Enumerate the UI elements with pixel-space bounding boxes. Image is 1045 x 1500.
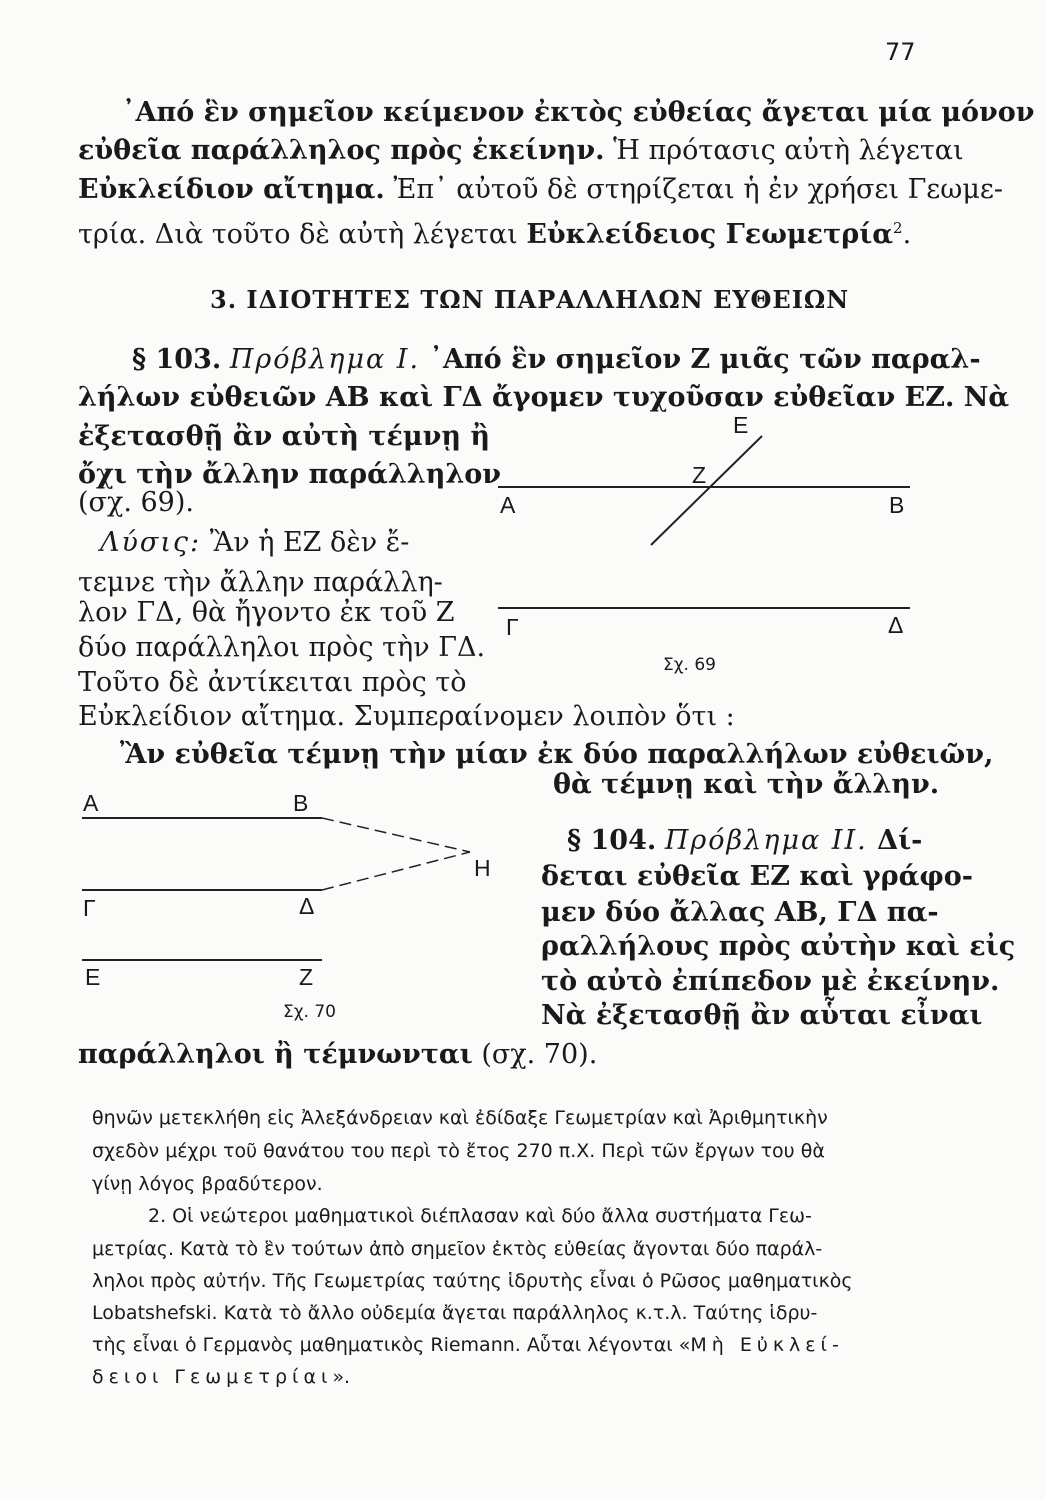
footnote-2-line-6-end: ». [332,1366,351,1388]
fig70-label-e: Ε [85,964,101,990]
solution-label: Λύσις: [100,527,202,558]
footnote-ref-2: 2 [893,219,903,237]
conclusion-line-2: θὰ τέμνῃ καὶ τὴν ἄλλην. [553,769,940,800]
footnote-1-line-1: θηνῶν μετεκλήθη εἰς Ἀλεξάνδρειαν καὶ ἐδίδαξε Γεωμετρίαν καὶ Ἀριθμητικὴν [92,1107,828,1129]
fig69-label-g: Γ [506,614,519,640]
footnote-2-line-6 [92,1366,350,1388]
section-heading: 3. ΙΔΙΟΤΗΤΕΣ ΤΩΝ ΠΑΡΑΛΛΗΛΩΝ ΕΥΘΕΙΩΝ [210,285,850,314]
footnote-2-line-2: μετρίας. Κατὰ τὸ ἓν τούτων ἀπὸ σημεῖον ἐκτὸς εὐθείας ἄγονται δύο παράλ- [92,1238,823,1260]
conclusion-line-1: Ἂν εὐθεῖα τέμνῃ τὴν μίαν ἐκ δύο παραλλήλων εὐθειῶν, [120,739,994,770]
p104-line-4: ραλλήλους πρὸς αὐτὴν καὶ εἰς [541,931,1016,962]
intro-line-3-bold: Εὐκλείδιον αἴτημα. [78,174,385,205]
fig70-label-z: Ζ [299,964,314,990]
footnote-2-line-1: 2. Οἱ νεώτεροι μαθηματικοὶ διέπλασαν καὶ δύο ἄλλα συστήματα Γεω- [148,1205,812,1227]
intro-line-2-bold: εὐθεῖα παράλληλος πρὸς ἐκείνην. [78,135,605,166]
page-number: 77 [885,38,916,66]
non-euclidean-term-start: Μὴ Εὐκλεί- [690,1334,844,1356]
solution-line-5: Τοῦτο δὲ ἀντίκειται πρὸς τὸ [78,667,467,698]
footnote-2-line-4: Lobatshefski. Κατὰ τὸ ἄλλο οὐδεμία ἄγεται παράλληλος κ.τ.λ. Ταύτης ἱδρυ- [92,1302,818,1324]
non-euclidean-term-end: δειοι Γεωμετρίαι [92,1366,333,1388]
p103-line-5: (σχ. 69). [78,487,194,518]
p103-problem-label: Πρόβλημα Ι. [229,344,421,375]
p103-line-2: λήλων εὐθειῶν ΑΒ καὶ ΓΔ ἄγομεν τυχοῦσαν εὐθεῖαν ΕΖ. Νὰ [78,382,1010,413]
fig70-label-b: Β [293,790,309,816]
solution-line-2: τεμνε τὴν ἄλλην παράλλη- [78,567,443,598]
footnote-2-line-3: ληλοι πρὸς αὐτήν. Τῆς Γεωμετρίας ταύτης ἱδρυτὴς εἶναι ὁ Ρῶσος μαθηματικὸς [92,1270,853,1292]
fig69-line-ez [651,436,762,545]
fig69-label-d: Δ [888,612,904,638]
euclidean-geometry-term: Εὐκλείδειος Γεωμετρία [526,219,894,250]
p103-line-1-text: ᾿Από ἓν σημεῖον Ζ μιᾶς τῶν παραλ- [420,344,981,375]
fig70-label-a: Α [83,790,99,816]
p103-number: § 103. [132,344,222,375]
fig70-label-d: Δ [299,893,315,919]
fig69-label-z: Ζ [692,462,707,488]
footnote-1-line-2: σχεδὸν μέχρι τοῦ θανάτου του περὶ τὸ ἔτος 270 π.Χ. Περὶ τῶν ἔργων του θὰ [92,1140,825,1162]
p104-line-7-bold: παράλληλοι ἢ τέμνωνται [78,1039,473,1070]
intro-line-2-rest: Ἡ πρότασις αὐτὴ λέγεται [604,135,964,166]
fig69-caption: Σχ. 69 [663,655,717,675]
intro-line-4-end: . [902,219,912,250]
fig70-dashed-gd-h [322,852,470,890]
p104-line-2: δεται εὐθεῖα ΕΖ καὶ γράφο- [541,861,974,892]
solution-line-6: Εὐκλείδιον αἴτημα. Συμπεραίνομεν λοιπὸν ὅτι : [78,701,735,732]
fig70-label-h: Η [474,855,491,881]
intro-line-1: ᾿Από ἓν σημεῖον κείμενον ἐκτὸς εὐθείας ἄγεται μία μόνον [122,97,1035,128]
solution-line-4: δύο παράλληλοι πρὸς τὴν ΓΔ. [78,632,486,663]
p104-line-1-text: Δί- [867,825,923,856]
fig69-label-b: Β [889,492,905,518]
p104-line-1 [567,826,922,856]
p104-line-7-ref: (σχ. 70). [472,1039,598,1070]
p103-line-4: ὄχι τὴν ἄλλην παράλληλον [78,459,502,490]
intro-line-3-rest: Ἐπ᾿ αὐτοῦ δὲ στηρίζεται ἡ ἐν χρήσει Γεωμε- [384,174,1003,205]
fig70-caption: Σχ. 70 [283,1002,337,1022]
p104-line-6: Νὰ ἐξετασθῇ ἂν αὗται εἶναι [541,1000,983,1031]
intro-line-4-start: τρία. Διὰ τοῦτο δὲ αὐτὴ λέγεται [78,219,527,250]
fig70-label-g: Γ [83,895,96,921]
p104-line-5: τὸ αὐτὸ ἐπίπεδον μὲ ἐκείνην. [541,966,1000,997]
p104-line-3: μεν δύο ἄλλας ΑΒ, ΓΔ πα- [541,897,939,928]
p104-problem-label: Πρόβλημα ΙΙ. [664,825,868,856]
p104-number: § 104. [567,825,657,856]
solution-line-1-text: Ἂν ἡ ΕΖ δὲν ἔ- [201,527,410,558]
p103-line-3: ἐξετασθῇ ἂν αὐτὴ τέμνῃ ἢ [78,421,491,452]
footnote-2-line-5 [92,1334,844,1356]
fig69-label-a: Α [500,492,516,518]
p104-line-7 [78,1040,597,1070]
solution-line-3: λον ΓΔ, θὰ ἤγοντο ἐκ τοῦ Ζ [78,597,455,628]
footnote-2-line-5-text: τὴς εἶναι ὁ Γερμανὸς μαθηματικὸς Riemann. Αὗται λέγονται « [92,1334,691,1356]
footnote-1-line-3: γίνῃ λόγος βραδύτερον. [92,1173,323,1195]
fig70-dashed-ab-h [322,818,470,852]
fig69-label-e: Ε [733,412,749,438]
